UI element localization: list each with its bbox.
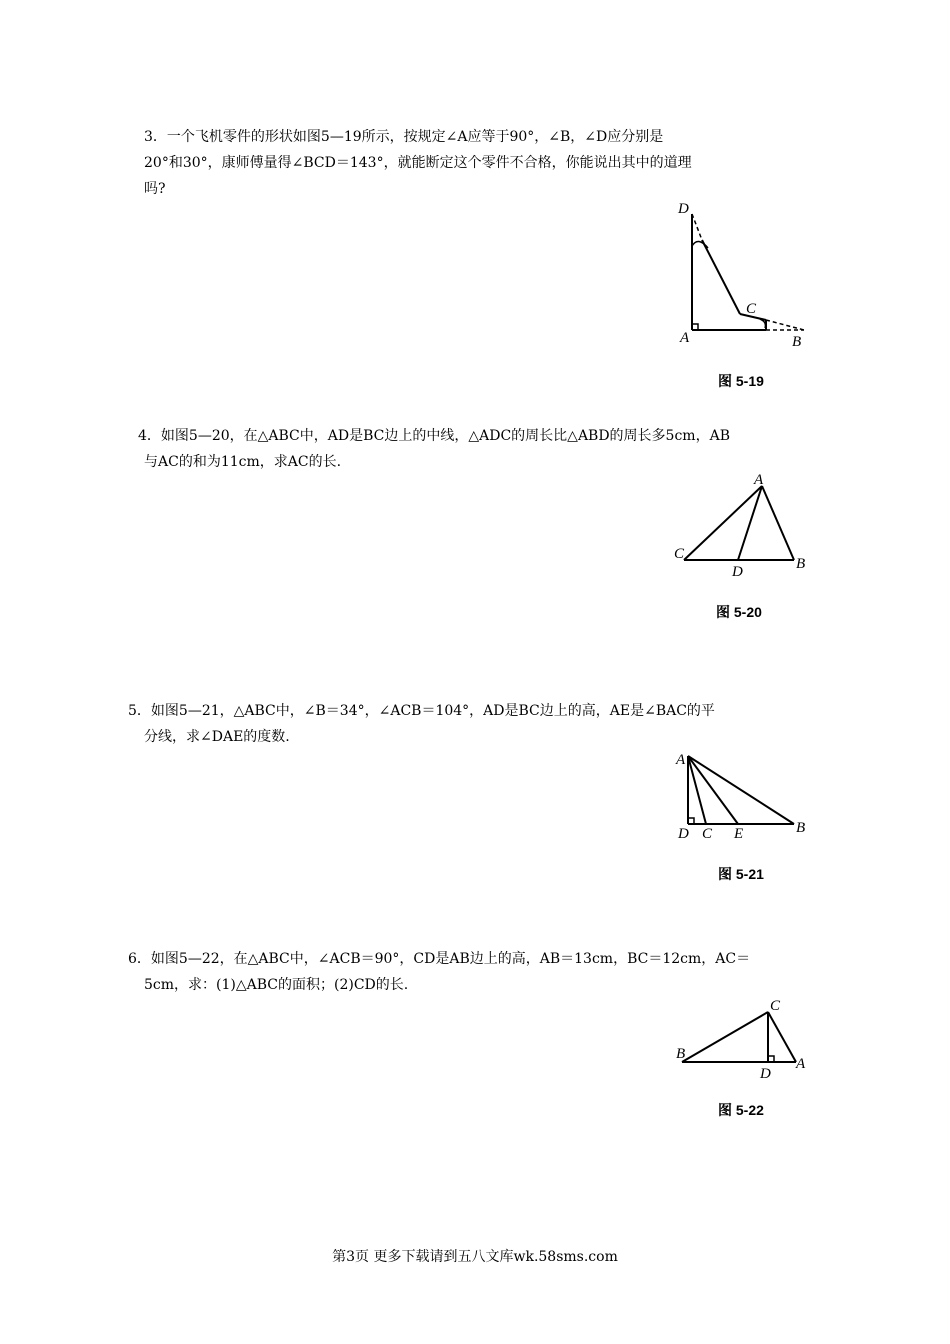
label-D: D: [678, 201, 689, 217]
figure-5-22: [674, 996, 814, 1086]
figure-5-21-caption: 图 5-21: [718, 866, 764, 882]
problem-3-line-1: 3．一个飞机零件的形状如图5—19所示，按规定∠A应等于90°，∠B，∠D应分别是: [144, 129, 664, 145]
label-B: B: [796, 820, 806, 836]
problem-6-line-1: 6．如图5—22，在△ABC中，∠ACB＝90°，CD是AB边上的高，AB＝13cm，BC＝12cm，AC＝: [128, 951, 751, 967]
problem-5-line-2: 分线，求∠DAE的度数.: [144, 729, 290, 745]
label-E: E: [734, 826, 744, 842]
label-A: A: [796, 1056, 806, 1072]
figure-5-19: [676, 196, 816, 351]
label-B: B: [792, 334, 802, 350]
figure-5-21: [672, 744, 812, 844]
label-D: D: [678, 826, 689, 842]
label-C: C: [702, 826, 713, 842]
label-B: B: [676, 1046, 686, 1062]
label-D: D: [732, 564, 743, 580]
figure-5-22-caption: 图 5-22: [718, 1102, 764, 1118]
problem-3-line-3: 吗?: [144, 181, 166, 197]
label-D: D: [760, 1066, 771, 1082]
label-C: C: [674, 546, 685, 562]
label-A: A: [680, 330, 690, 346]
label-B: B: [796, 556, 806, 572]
figure-5-19-caption: 图 5-19: [718, 373, 764, 389]
page-footer: 第3页 更多下载请到五八文库wk.58sms.com: [332, 1249, 618, 1265]
problem-6-line-2: 5cm，求：(1)△ABC的面积；(2)CD的长.: [144, 977, 409, 993]
label-C: C: [770, 998, 781, 1014]
problem-5-line-1: 5．如图5—21，△ABC中，∠B＝34°，∠ACB＝104°，AD是BC边上的高，AE是∠BAC的平: [128, 703, 715, 719]
problem-3-line-2: 20°和30°，康师傅量得∠BCD＝143°，就能断定这个零件不合格，你能说出其中的道理: [144, 155, 692, 171]
problem-4-line-1: 4．如图5—20，在△ABC中，AD是BC边上的中线，△ADC的周长比△ABD的周长多5cm，AB: [138, 428, 730, 444]
label-C: C: [746, 301, 757, 317]
figure-5-20-caption: 图 5-20: [716, 604, 762, 620]
label-A: A: [676, 752, 686, 768]
label-A: A: [754, 472, 764, 488]
problem-4-line-2: 与AC的和为11cm，求AC的长.: [144, 454, 342, 470]
figure-5-20: [672, 472, 812, 582]
